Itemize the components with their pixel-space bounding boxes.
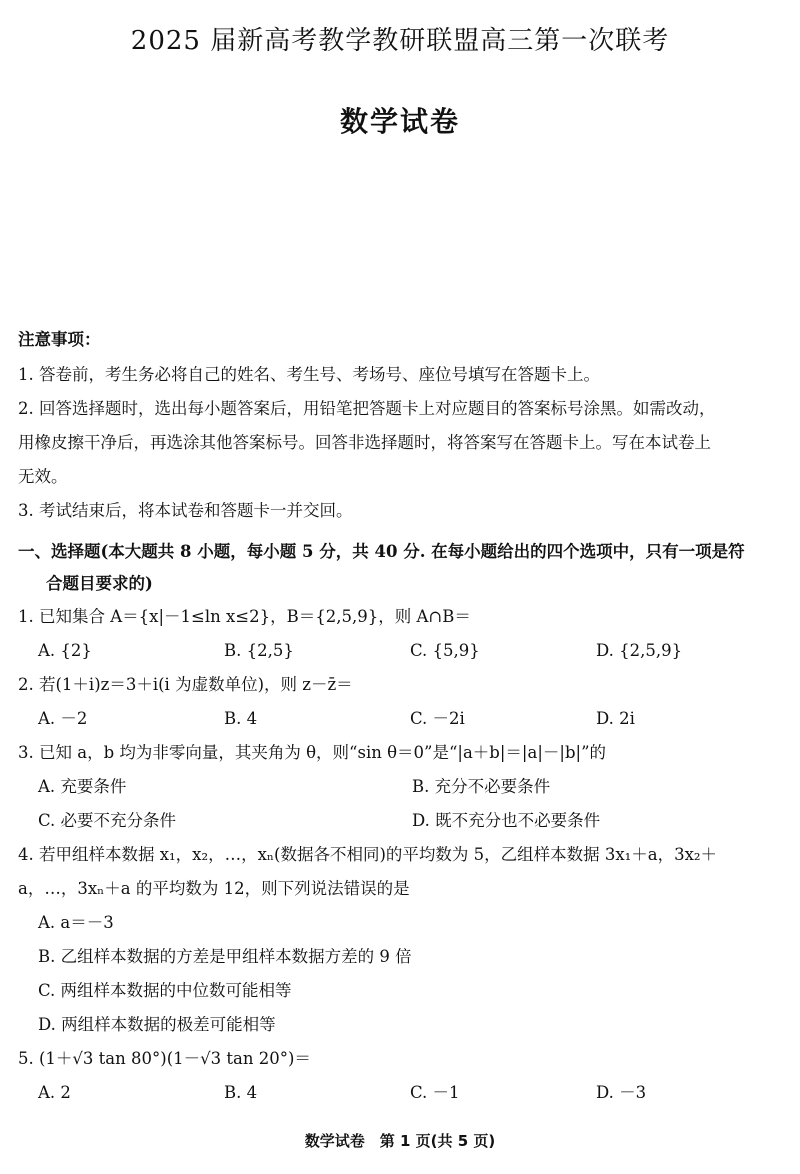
notice-item: 3. 考试结束后，将本试卷和答题卡一并交回。 [18, 501, 353, 520]
section-heading: 一、选择题(本大题共 8 小题，每小题 5 分，共 40 分. 在每小题给出的四个选项中，只有一项是符 [18, 542, 745, 561]
notice-item: 用橡皮擦干净后，再选涂其他答案标号。回答非选择题时，将答案写在答题卡上。写在本试卷上 [18, 433, 711, 452]
notice-heading: 注意事项： [18, 330, 101, 349]
question-1-options [18, 634, 786, 668]
option-c: C. 必要不充分条件 [38, 811, 177, 830]
option-c: C. －1 [410, 1083, 460, 1102]
option-a: A. －2 [38, 709, 88, 728]
option-d: D. 2i [596, 709, 635, 728]
option-c: C. 两组样本数据的中位数可能相等 [38, 981, 292, 1000]
exam-subtitle: 数学试卷 [339, 105, 460, 138]
option-a: A. 2 [38, 1083, 71, 1102]
question-4-stem: 4. 若甲组样本数据 x₁，x₂，…，xₙ(数据各不相同)的平均数为 5，乙组样本数据 3x₁＋a，3x₂＋ [18, 845, 718, 864]
option-b: B. 4 [224, 709, 258, 728]
exam-title: 2025 届新高考教学教研联盟高三第一次联考 [130, 26, 670, 56]
question-3-options-row1 [18, 770, 786, 804]
option-b: B. 乙组样本数据的方差是甲组样本数据方差的 9 倍 [38, 947, 412, 966]
question-1-stem: 1. 已知集合 A＝{x|－1≤ln x≤2}，B＝{2,5,9}，则 A∩B＝ [18, 607, 471, 626]
option-a: A. 充要条件 [38, 777, 127, 796]
option-d: D. －3 [596, 1083, 647, 1102]
notice-item: 无效。 [18, 467, 68, 486]
question-5-options [18, 1076, 786, 1110]
notice-item: 2. 回答选择题时，选出每小题答案后，用铅笔把答题卡上对应题目的答案标号涂黑。如需改动， [18, 399, 716, 418]
question-3-options-row2 [18, 804, 786, 838]
option-d: D. 两组样本数据的极差可能相等 [38, 1015, 276, 1034]
option-a: A. {2} [38, 641, 92, 660]
question-4-stem-cont: a，…，3xₙ＋a 的平均数为 12，则下列说法错误的是 [18, 879, 410, 898]
option-b: B. 充分不必要条件 [412, 777, 551, 796]
question-3-stem: 3. 已知 a，b 均为非零向量，其夹角为 θ，则“sin θ＝0”是“|a＋b|＝|a|－|b|”的 [18, 743, 606, 762]
question-2-stem: 2. 若(1＋i)z＝3＋i(i 为虚数单位)，则 z－z̄＝ [18, 675, 353, 694]
option-c: C. －2i [410, 709, 465, 728]
option-c: C. {5,9} [410, 641, 480, 660]
section-heading-cont: 合题目要求的) [46, 574, 153, 593]
page-footer: 数学试卷 第 1 页(共 5 页) [304, 1132, 496, 1150]
option-d: D. {2,5,9} [596, 641, 683, 660]
notice-item: 1. 答卷前，考生务必将自己的姓名、考生号、考场号、座位号填写在答题卡上。 [18, 365, 600, 384]
exam-content [18, 326, 786, 1110]
option-b: B. {2,5} [224, 641, 294, 660]
option-d: D. 既不充分也不必要条件 [412, 811, 601, 830]
question-2-options [18, 702, 786, 736]
option-a: A. a＝－3 [38, 913, 114, 932]
option-b: B. 4 [224, 1083, 258, 1102]
question-5-stem: 5. (1＋√3 tan 80°)(1－√3 tan 20°)＝ [18, 1049, 311, 1068]
